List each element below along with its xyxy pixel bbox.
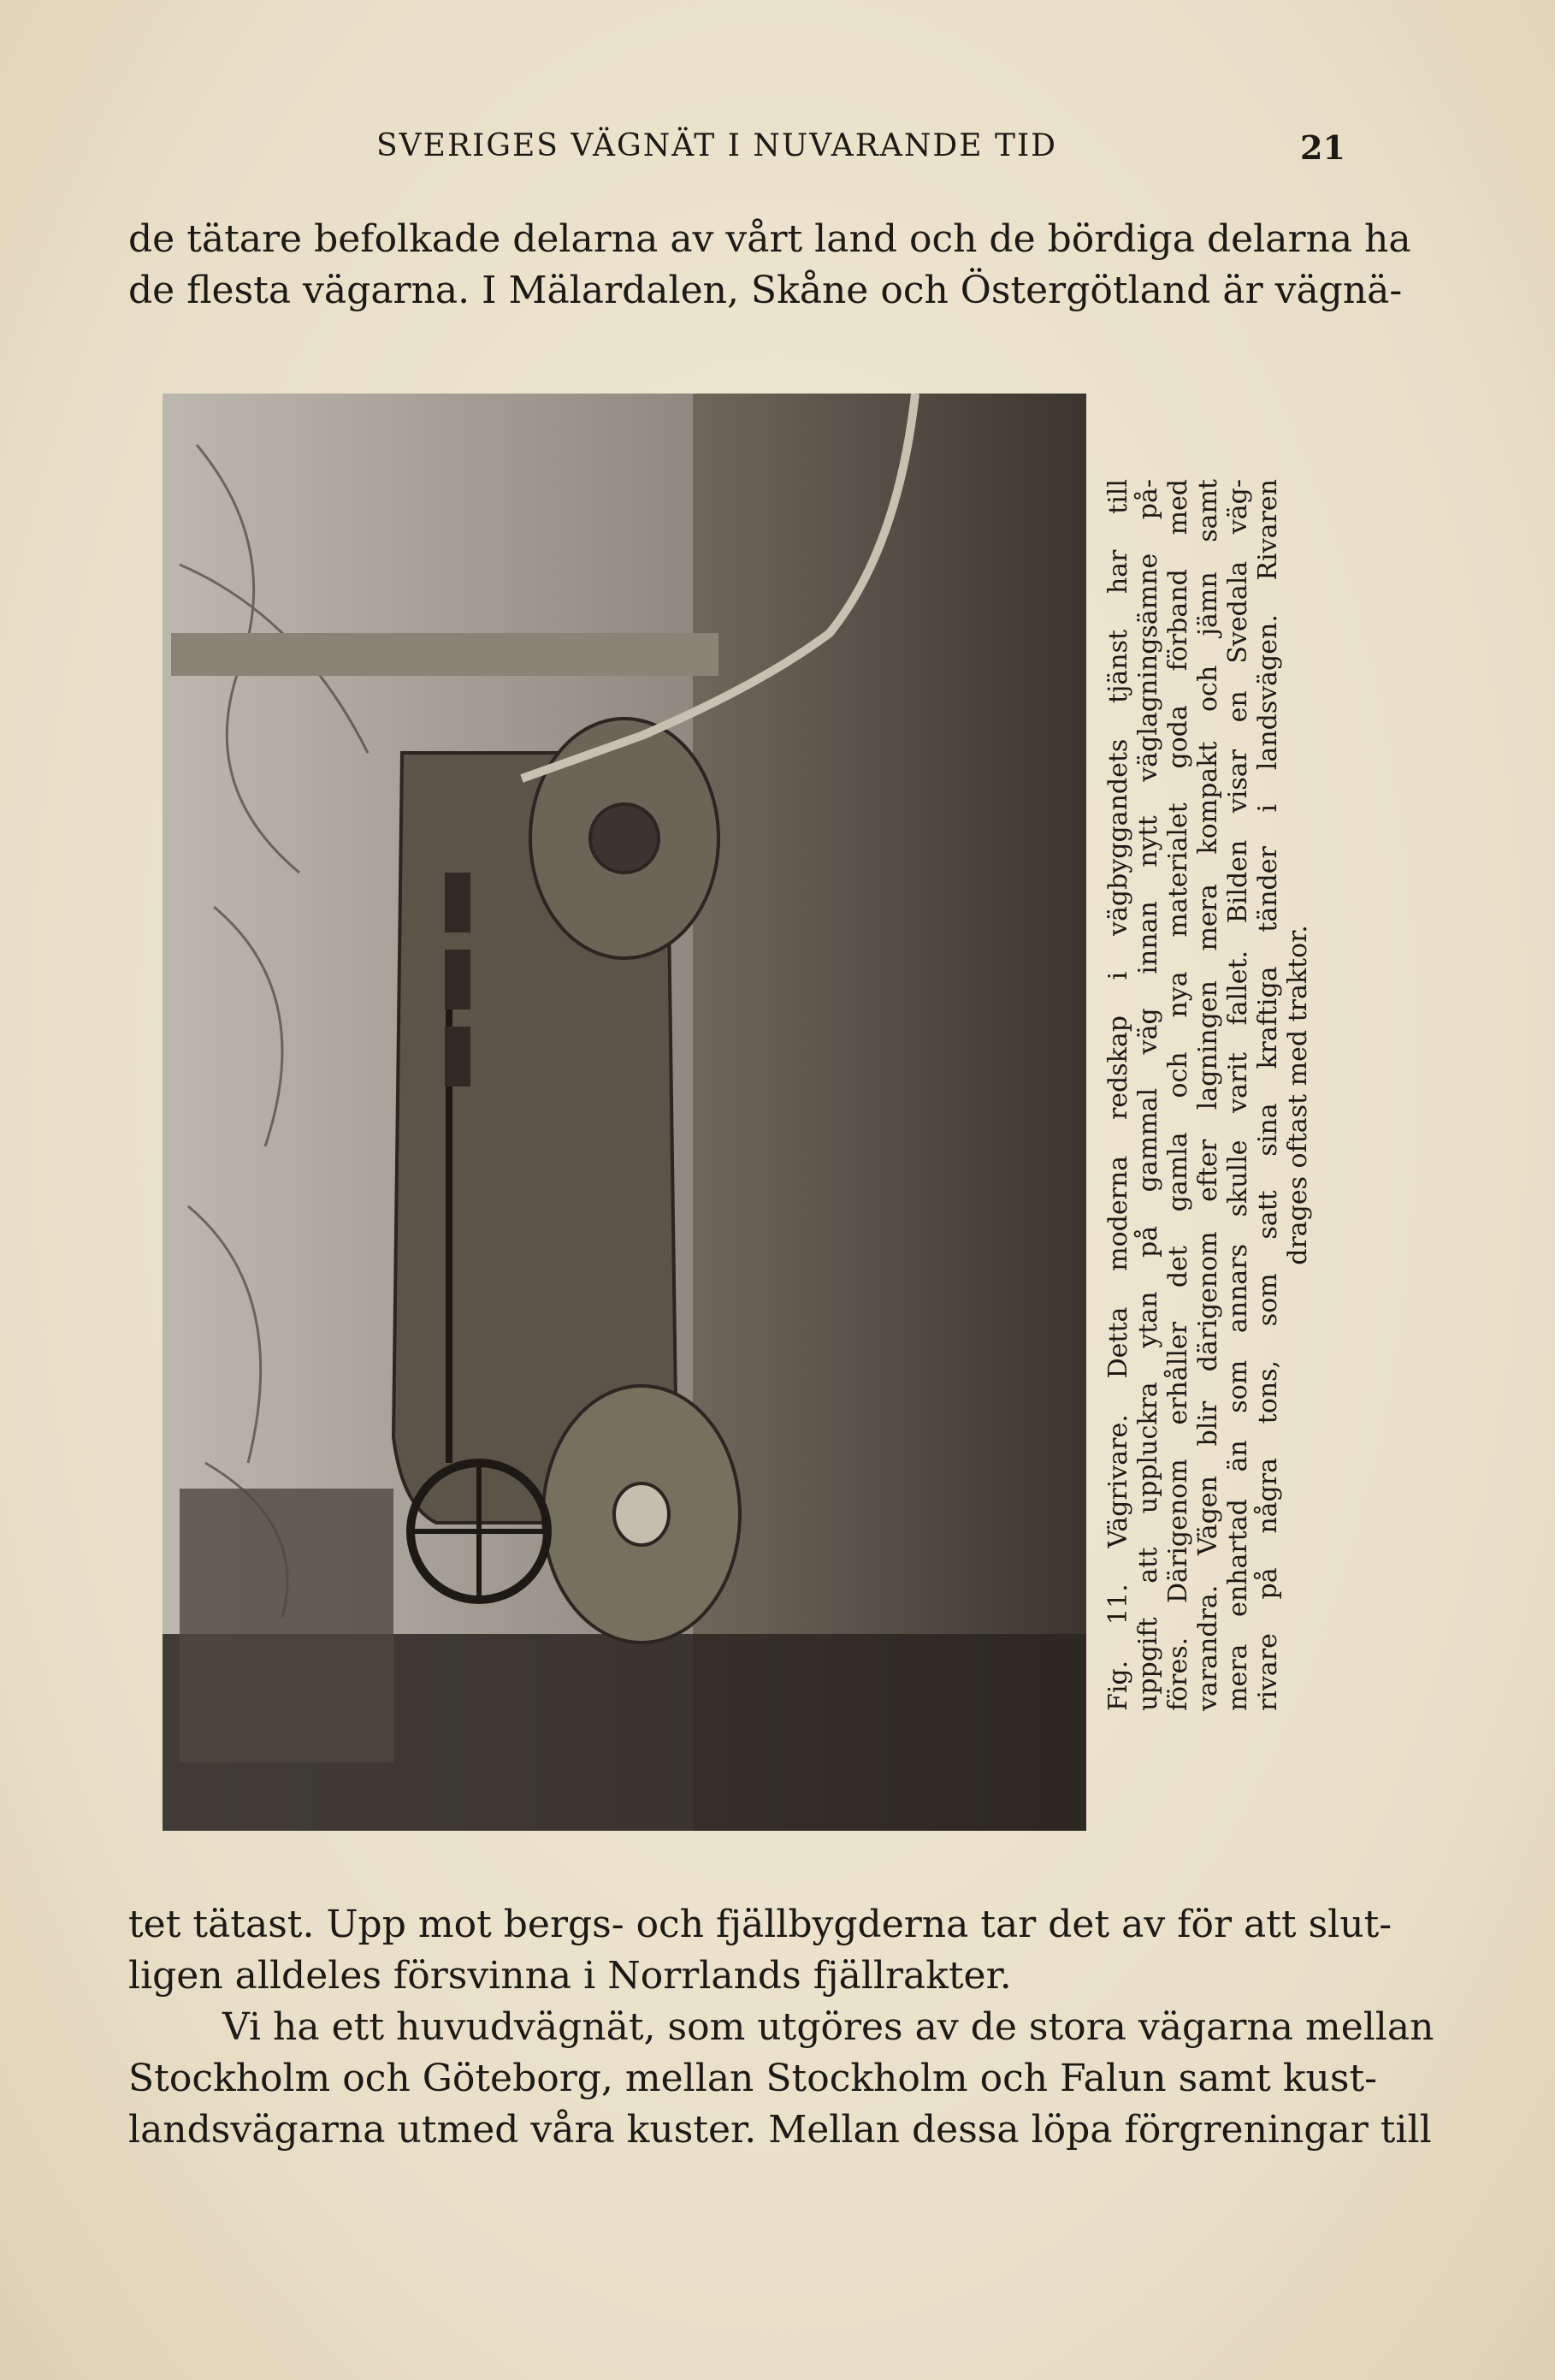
figure-caption-container (1103, 479, 1317, 1711)
text-line: de tätare befolkade delarna av vårt land och de bördiga delarna ha (128, 217, 1411, 261)
text-line: landsvägarna utmed våra kuster. Mellan dessa löpa förgreningar till (128, 2108, 1432, 2152)
caption-line: Fig. 11. Vägrivare. Detta moderna redskap i vägbyggandets tjänst har till (1103, 479, 1133, 1711)
caption-line: varandra. Vägen blir därigenom efter lagningen mera kompakt och jämn samt (1193, 479, 1223, 1711)
figure-caption (1103, 479, 1313, 1711)
paragraph-top (128, 214, 1411, 317)
running-title: SVERIGES VÄGNÄT I NUVARANDE TID (376, 128, 1058, 163)
caption-line: rivare på några tons, som satt sina kraftiga tänder i landsvägen. Rivaren (1253, 479, 1283, 1711)
page-number: 21 (1300, 128, 1345, 167)
text-line: Vi ha ett huvudvägnät, som utgöres av de stora vägarna mellan (222, 2005, 1434, 2049)
paragraph-continued (128, 1899, 1392, 2002)
text-line: tet tätast. Upp mot bergs- och fjällbygderna tar det av för att slut- (128, 1903, 1392, 1946)
text-line: Stockholm och Göteborg, mellan Stockholm och Falun samt kust- (128, 2057, 1377, 2100)
text-line: de flesta vägarna. I Mälardalen, Skåne och Östergötland är vägnä- (128, 269, 1403, 312)
figure-photo-road-ripper (163, 394, 1086, 1831)
paragraph-road-network (128, 2002, 1434, 2156)
caption-line: drages oftast med traktor. (1283, 925, 1313, 1265)
caption-line: uppgift att uppluckra ytan på gammal väg innan nytt väglagningsämne på- (1133, 479, 1163, 1711)
photo-illustration (163, 394, 1086, 1831)
caption-line: föres. Därigenom erhåller det gamla och nya materialet goda förband med (1163, 479, 1193, 1711)
text-line: ligen alldeles försvinna i Norrlands fjällrakter. (128, 1954, 1012, 1998)
caption-line: mera enhartad än som annars skulle varit fallet. Bilden visar en Svedala väg- (1223, 479, 1253, 1711)
